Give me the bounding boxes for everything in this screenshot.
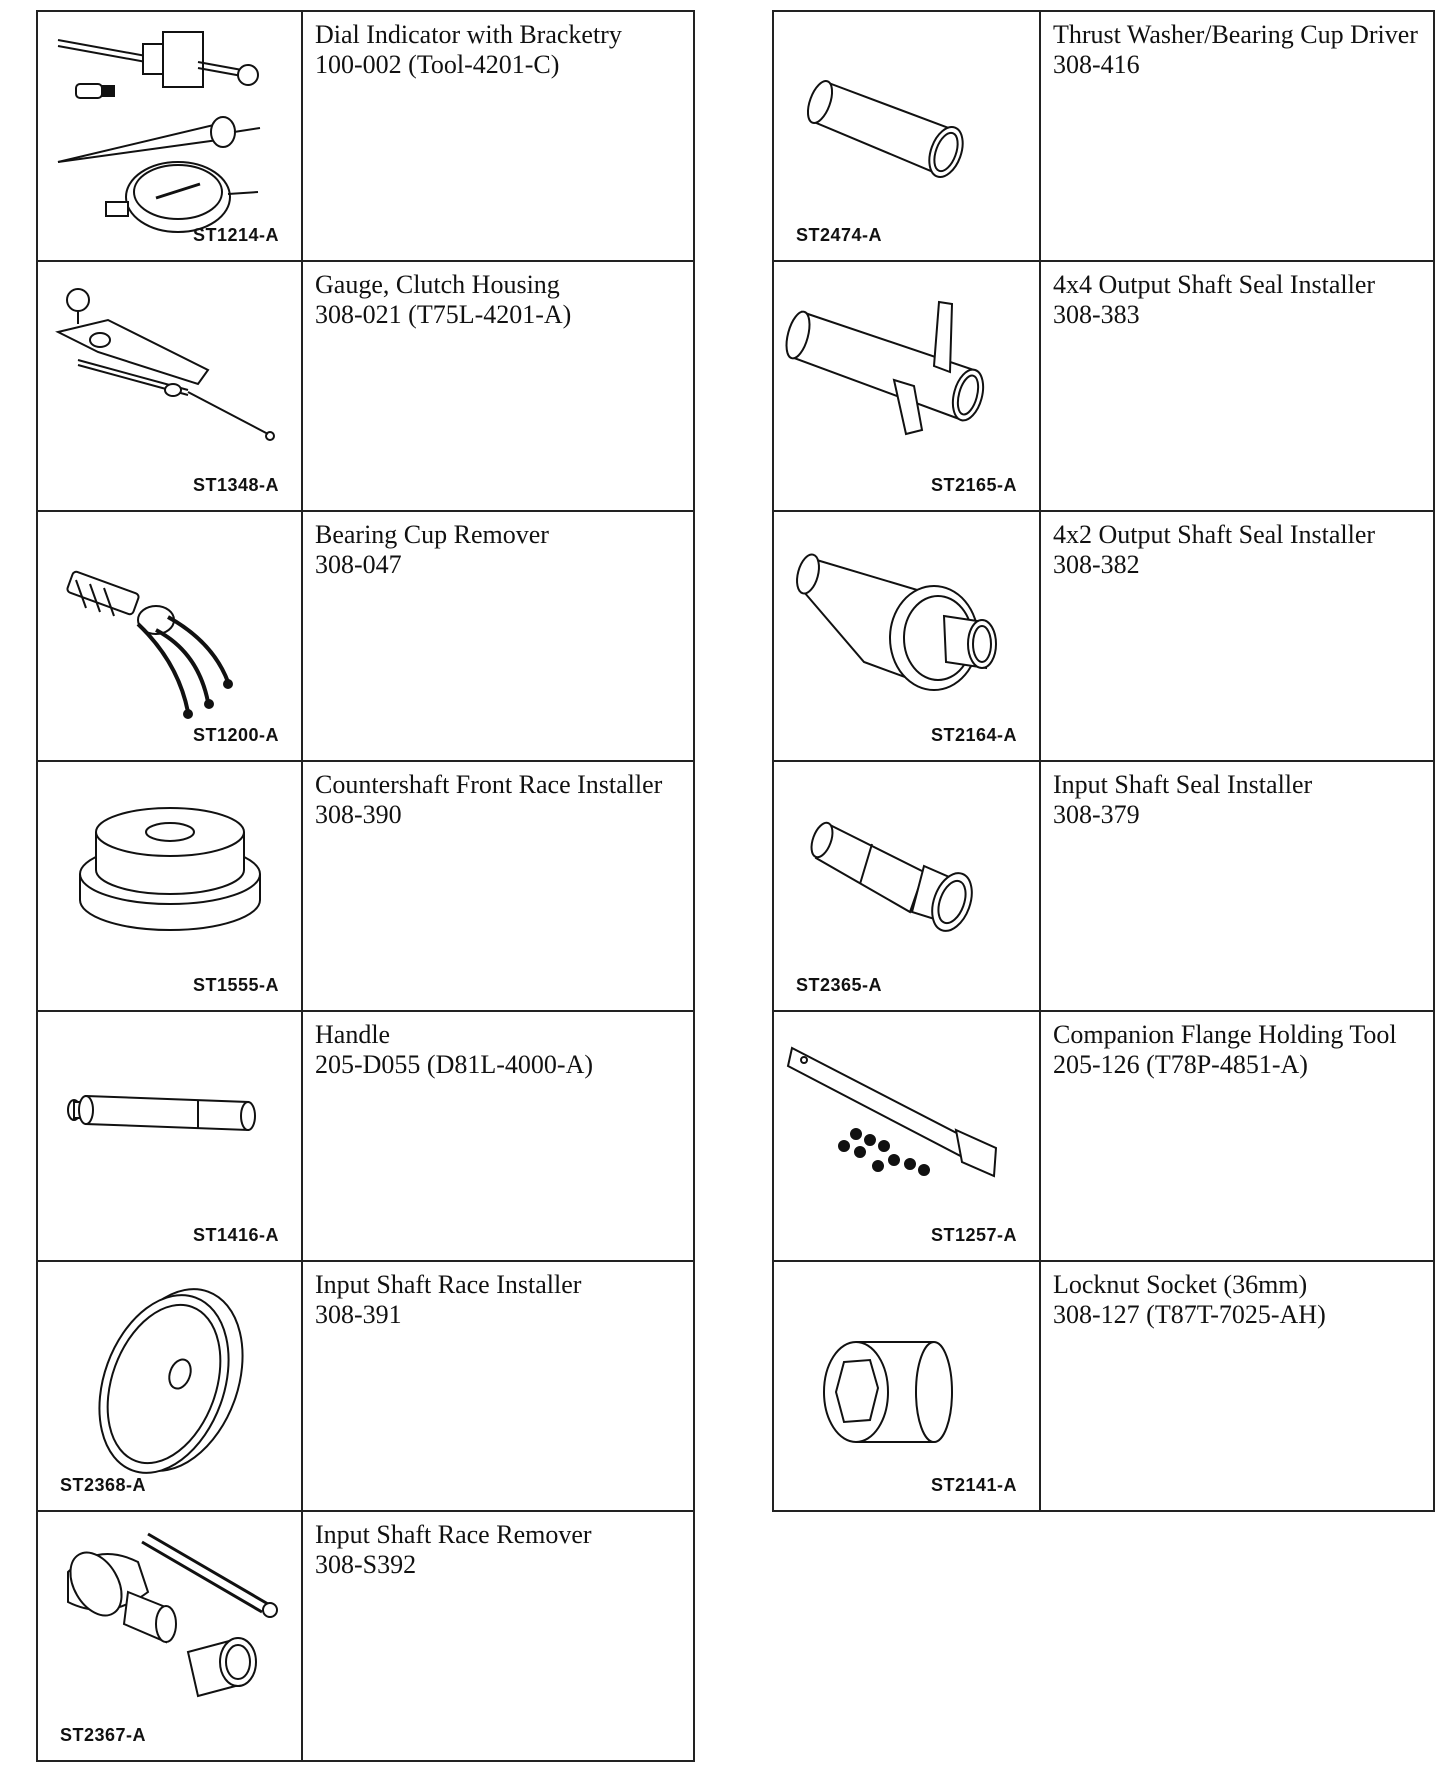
tool-number: 308-391 bbox=[315, 1300, 402, 1329]
tool-image-cell bbox=[773, 511, 1040, 761]
tool-description-cell bbox=[1040, 1011, 1434, 1261]
race-remover-icon bbox=[38, 1512, 301, 1760]
tool-row bbox=[37, 1011, 694, 1261]
figure-code: ST2365-A bbox=[796, 975, 883, 995]
tool-image-cell bbox=[37, 1511, 302, 1761]
tool-description-cell bbox=[1040, 261, 1434, 511]
tool-number: 308-379 bbox=[1053, 800, 1140, 829]
seal-installer-4x4-icon bbox=[774, 262, 1039, 510]
tool-name: 4x2 Output Shaft Seal Installer bbox=[1053, 520, 1376, 549]
tool-name: Companion Flange Holding Tool bbox=[1053, 1020, 1397, 1049]
left-tool-table bbox=[36, 10, 695, 1762]
input-seal-installer-icon bbox=[774, 762, 1039, 1010]
tool-number: 308-127 (T87T-7025-AH) bbox=[1053, 1300, 1326, 1329]
tool-row bbox=[773, 761, 1434, 1011]
tool-number: 308-047 bbox=[315, 550, 402, 579]
tool-row bbox=[773, 511, 1434, 761]
tool-number: 308-S392 bbox=[315, 1550, 417, 1579]
tool-row bbox=[37, 261, 694, 511]
figure-code: ST2141-A bbox=[930, 1475, 1017, 1495]
figure-code: ST1348-A bbox=[192, 475, 279, 495]
figure-code: ST1555-A bbox=[192, 975, 279, 995]
tool-name: Input Shaft Race Remover bbox=[315, 1520, 592, 1549]
tool-image-cell bbox=[37, 261, 302, 511]
tool-row bbox=[37, 11, 694, 261]
tool-number: 308-021 (T75L-4201-A) bbox=[315, 300, 572, 329]
figure-code: ST2164-A bbox=[930, 725, 1017, 745]
figure-code: ST2474-A bbox=[796, 225, 883, 245]
figure-code: ST2368-A bbox=[60, 1475, 147, 1495]
tool-number: 205-D055 (D81L-4000-A) bbox=[315, 1050, 594, 1079]
tool-name: Locknut Socket (36mm) bbox=[1053, 1270, 1308, 1299]
disc-installer-icon bbox=[38, 1262, 301, 1510]
handle-icon bbox=[38, 1012, 301, 1260]
bearing-cup-remover-icon bbox=[38, 512, 301, 760]
tool-description-cell bbox=[1040, 1261, 1434, 1511]
race-installer-icon bbox=[38, 762, 301, 1010]
tool-name: Input Shaft Race Installer bbox=[315, 1270, 582, 1299]
tool-number: 308-382 bbox=[1053, 550, 1140, 579]
tool-description-cell bbox=[302, 1261, 694, 1511]
figure-code: ST2165-A bbox=[930, 475, 1017, 495]
dial-indicator-icon bbox=[38, 12, 301, 260]
cup-driver-icon bbox=[774, 12, 1039, 260]
tool-description-cell bbox=[302, 261, 694, 511]
figure-code: ST1257-A bbox=[930, 1225, 1017, 1245]
tool-row bbox=[773, 11, 1434, 261]
tool-description-cell bbox=[1040, 511, 1434, 761]
tool-image-cell bbox=[773, 1011, 1040, 1261]
figure-code: ST1416-A bbox=[192, 1225, 279, 1245]
tool-row bbox=[37, 1261, 694, 1511]
figure-code: ST2367-A bbox=[60, 1725, 147, 1745]
tool-name: Gauge, Clutch Housing bbox=[315, 270, 560, 299]
tool-name: Dial Indicator with Bracketry bbox=[315, 20, 622, 49]
tool-row bbox=[37, 1511, 694, 1761]
tool-image-cell bbox=[37, 11, 302, 261]
tool-row bbox=[37, 761, 694, 1011]
tool-description-cell bbox=[302, 1511, 694, 1761]
clutch-housing-gauge-icon bbox=[38, 262, 301, 510]
locknut-socket-icon bbox=[774, 1262, 1039, 1510]
tool-image-cell bbox=[37, 1011, 302, 1261]
tool-image-cell bbox=[773, 11, 1040, 261]
tool-image-cell bbox=[37, 511, 302, 761]
tool-description-cell bbox=[302, 511, 694, 761]
tool-row bbox=[37, 511, 694, 761]
tool-number: 308-416 bbox=[1053, 50, 1140, 79]
tool-name: Countershaft Front Race Installer bbox=[315, 770, 663, 799]
tool-description-cell bbox=[302, 1011, 694, 1261]
tool-name: Thrust Washer/Bearing Cup Driver bbox=[1053, 20, 1418, 49]
tool-name: 4x4 Output Shaft Seal Installer bbox=[1053, 270, 1376, 299]
tool-name: Input Shaft Seal Installer bbox=[1053, 770, 1313, 799]
tool-description-cell bbox=[1040, 11, 1434, 261]
tool-row bbox=[773, 1261, 1434, 1511]
tool-row bbox=[773, 261, 1434, 511]
tool-number: 100-002 (Tool-4201-C) bbox=[315, 50, 560, 79]
tool-description-cell bbox=[302, 761, 694, 1011]
right-tool-table bbox=[772, 10, 1435, 1512]
tool-number: 308-390 bbox=[315, 800, 402, 829]
tool-image-cell bbox=[773, 761, 1040, 1011]
tool-number: 308-383 bbox=[1053, 300, 1140, 329]
tool-image-cell bbox=[773, 1261, 1040, 1511]
tool-name: Handle bbox=[315, 1020, 391, 1049]
tool-name: Bearing Cup Remover bbox=[315, 520, 549, 549]
tool-image-cell bbox=[773, 261, 1040, 511]
flange-holding-tool-icon bbox=[774, 1012, 1039, 1260]
figure-code: ST1214-A bbox=[192, 225, 279, 245]
tool-number: 205-126 (T78P-4851-A) bbox=[1053, 1050, 1308, 1079]
figure-code: ST1200-A bbox=[192, 725, 279, 745]
tool-description-cell bbox=[1040, 761, 1434, 1011]
tool-image-cell bbox=[37, 761, 302, 1011]
tool-description-cell bbox=[302, 11, 694, 261]
tool-image-cell bbox=[37, 1261, 302, 1511]
seal-installer-4x2-icon bbox=[774, 512, 1039, 760]
tool-row bbox=[773, 1011, 1434, 1261]
